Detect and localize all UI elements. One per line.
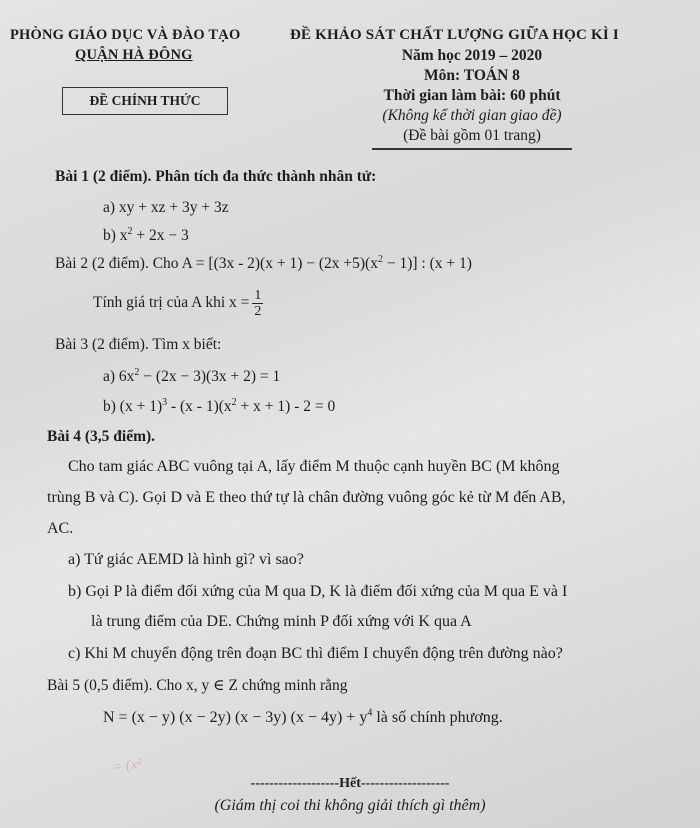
subject: Môn: TOÁN 8 xyxy=(424,67,520,84)
bai4-a: a) Tứ giác AEMD là hình gì? vì sao? xyxy=(68,551,304,568)
bai1-a: a) xy + xz + 3y + 3z xyxy=(103,199,229,216)
bai4-paragraph-1: Cho tam giác ABC vuông tại A, lấy điểm M thuộc cạnh huyền BC (M không xyxy=(68,458,560,475)
bai1-b: b) $x^2 + 2x - 3$ xyxy=(103,225,189,244)
bai4-paragraph-3: AC. xyxy=(47,520,74,537)
bai4-c: c) Khi M chuyển động trên đoạn BC thì điểm I chuyển động trên đường nào? xyxy=(68,645,563,662)
bai4-paragraph-2: trùng B và C). Gọi D và E theo thứ tự là chân đường vuông góc kẻ từ M đến AB, xyxy=(47,489,566,506)
pen-annotation: = (x² xyxy=(110,755,143,777)
school-year: Năm học 2019 – 2020 xyxy=(401,47,543,64)
duration-note: (Không kể thời gian giao đề) xyxy=(382,107,562,124)
bai1-title: Bài 1 (2 điểm). Phân tích đa thức thành nhân tử: xyxy=(55,168,377,185)
pages-note: (Đề bài gồm 01 trang) xyxy=(403,127,541,144)
end-marker: -------------------Hết------------------- xyxy=(250,776,450,791)
bai5-expression: N = (x − y) (x − 2y) (x − 3y) $(x - 4y) + y^4$ là số chính phương. xyxy=(103,707,503,726)
bai4-b-line1: b) Gọi P là điểm đối xứng của M qua D, K là điểm đối xứng của M qua E và I xyxy=(68,583,568,600)
bai4-title: Bài 4 (3,5 điểm). xyxy=(47,428,156,445)
footer-note: (Giám thị coi thi không giải thích gì thêm) xyxy=(214,797,486,814)
official-badge: ĐỀ CHÍNH THỨC xyxy=(62,87,228,115)
exam-title: ĐỀ KHẢO SÁT CHẤT LƯỢNG GIỮA HỌC KÌ I xyxy=(290,27,619,43)
bai3-title: Bài 3 (2 điểm). Tìm x biết: xyxy=(55,336,222,353)
fraction: $\frac{1}{2}$ xyxy=(254,287,262,319)
bai2-question: Tính giá trị của A khi x = $\frac{1}{2}$ xyxy=(93,287,262,319)
bai3-a: a) $6x^2 - (2x - 3)(3x + 2) = 1$ xyxy=(103,366,281,385)
bai5-title: Bài 5 (0,5 điểm). Cho x, y ∈ Z chứng minh rằng xyxy=(47,677,348,694)
duration: Thời gian làm bài: 60 phút xyxy=(383,87,561,104)
district: QUẬN HÀ ĐÔNG xyxy=(75,47,193,63)
bai2-title: Bài 2 (2 điểm). Cho $A = [(3x - 2)(x + 1) - (2x +5)(x^2 - 1)]$ : (x + 1) xyxy=(55,253,472,272)
bai3-b: b) $(x + 1)^3 - (x - 1)(x^2 + x + 1) - 2 = 0$ xyxy=(103,396,336,415)
department: PHÒNG GIÁO DỤC VÀ ĐÀO TẠO xyxy=(10,27,241,43)
header-divider xyxy=(372,148,572,150)
bai4-b-line2: là trung điểm của DE. Chứng minh P đối xứng với K qua A xyxy=(91,613,472,630)
